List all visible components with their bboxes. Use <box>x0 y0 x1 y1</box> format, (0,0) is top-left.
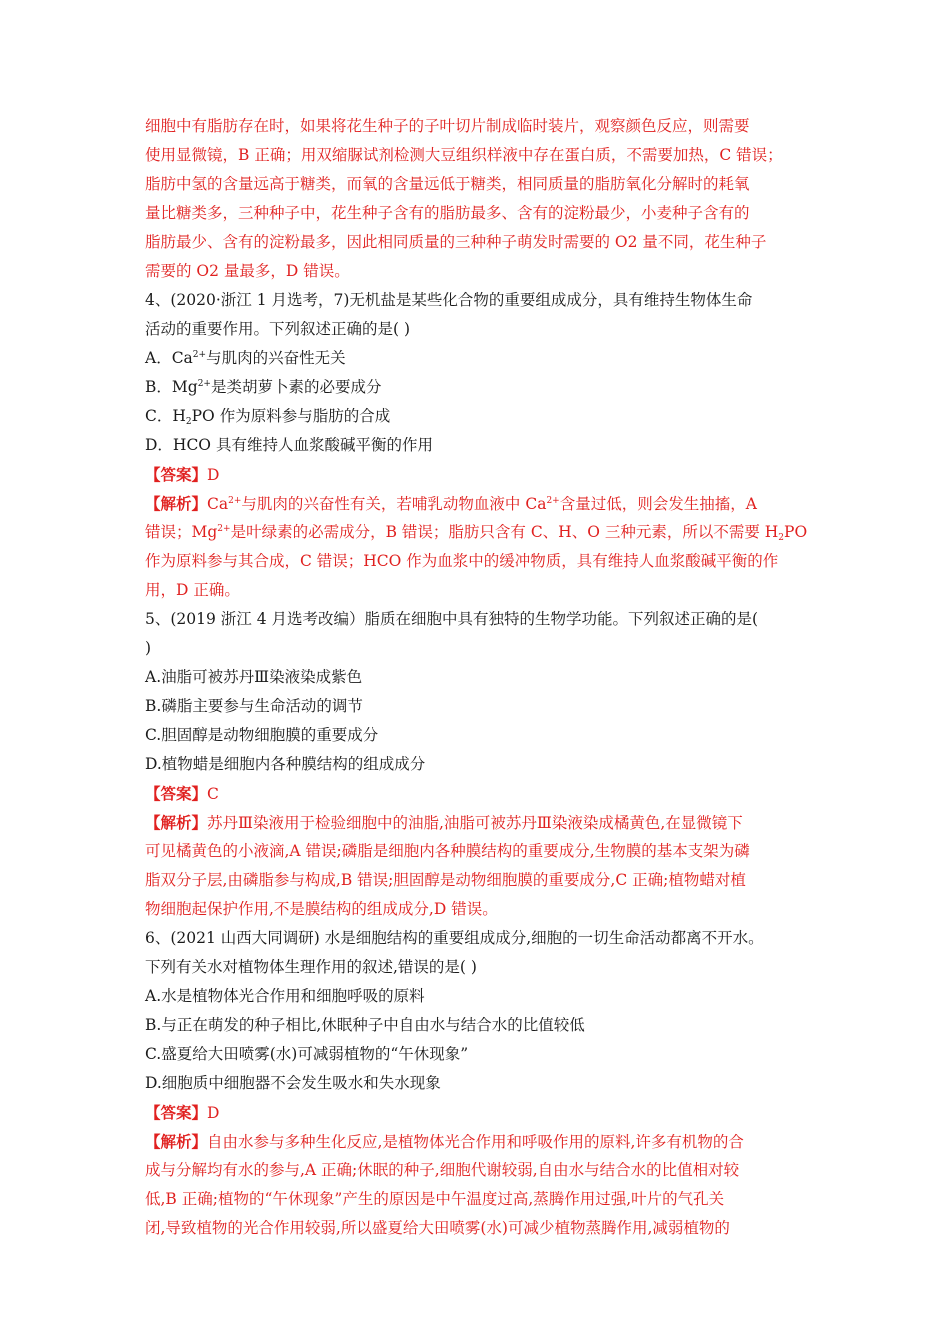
option-text: B．Mg <box>145 378 198 396</box>
analysis-text: PO <box>784 523 808 541</box>
analysis-label: 【解析】 <box>145 1132 208 1151</box>
answer-label: 【答案】 <box>145 1103 208 1122</box>
option-b <box>145 373 813 402</box>
option-a: A.水是植物体光合作用和细胞呼吸的原料 <box>145 987 425 1005</box>
subscript: 2 <box>778 533 785 543</box>
answer-value: C <box>207 785 219 803</box>
answer-label: 【答案】 <box>145 784 208 803</box>
option-a <box>145 344 813 373</box>
answer-value: D <box>207 1104 220 1122</box>
option-text: 是类胡萝卜素的必要成分 <box>210 378 382 396</box>
analysis-text-line: 需要的 O2 量最多，D 错误。 <box>145 262 350 280</box>
analysis-line <box>145 489 813 518</box>
option-c <box>145 402 813 431</box>
option-d: D.植物蜡是细胞内各种膜结构的组成成分 <box>145 755 426 773</box>
option-b: B.磷脂主要参与生命活动的调节 <box>145 697 363 715</box>
analysis-text-line: 脂肪中氢的含量远高于糖类，而氧的含量远低于糖类，相同质量的脂肪氧化分解时的耗氧 <box>145 175 750 193</box>
answer-line <box>145 460 813 489</box>
analysis-text: 是叶绿素的必需成分，B 错误；脂肪只含有 C、H、O 三种元素，所以不需要 H <box>230 523 779 541</box>
analysis-text: 自由水参与多种生化反应,是植物体光合作用和呼吸作用的原料,许多有机物的合 <box>207 1133 744 1151</box>
analysis-text-line: 使用显微镜，B 正确；用双缩脲试剂检测大豆组织样液中存在蛋白质，不需要加热，C 错误； <box>145 146 783 164</box>
question-stem: 4、(2020·浙江 1 月选考，7)无机盐是某些化合物的重要组成成分，具有维持生物体生命 <box>145 291 753 309</box>
option-d: D．HCO 具有维持人血浆酸碱平衡的作用 <box>145 436 433 454</box>
option-text: PO 作为原料参与脂肪的合成 <box>191 407 391 425</box>
analysis-line <box>145 808 813 837</box>
analysis-line: 脂双分子层,由磷脂参与构成,B 错误;胆固醇是动物细胞膜的重要成分,C 正确;植物蜡对植 <box>145 871 746 889</box>
analysis-text-line: 细胞中有脂肪存在时，如果将花生种子的子叶切片制成临时装片，观察颜色反应，则需要 <box>145 117 750 135</box>
analysis-line: 成与分解均有水的参与,A 正确;休眠的种子,细胞代谢较弱,自由水与结合水的比值相对较 <box>145 1161 740 1179</box>
document-content <box>145 112 813 1243</box>
analysis-label: 【解析】 <box>145 813 208 832</box>
analysis-line: 用，D 正确。 <box>145 581 240 599</box>
option-c: C.胆固醇是动物细胞膜的重要成分 <box>145 726 379 744</box>
question-stem: 活动的重要作用。下列叙述正确的是( ) <box>145 320 411 338</box>
superscript: 2+ <box>197 379 211 389</box>
option-text: A．Ca <box>145 349 193 367</box>
answer-line <box>145 1098 813 1127</box>
analysis-text-line: 量比糖类多，三种种子中，花生种子含有的脂肪最多、含有的淀粉最少，小麦种子含有的 <box>145 204 750 222</box>
analysis-label: 【解析】 <box>145 494 208 513</box>
analysis-text: 苏丹Ⅲ染液用于检验细胞中的油脂,油脂可被苏丹Ⅲ染液染成橘黄色,在显微镜下 <box>207 814 743 832</box>
answer-value: D <box>207 466 220 484</box>
analysis-line: 低,B 正确;植物的“午休现象”产生的原因是中午温度过高,蒸腾作用过强,叶片的气孔关 <box>145 1190 725 1208</box>
analysis-text-line: 脂肪最少、含有的淀粉最多，因此相同质量的三种种子萌发时需要的 O2 量不同，花生种子 <box>145 233 767 251</box>
analysis-text: 错误；Mg <box>145 523 218 541</box>
analysis-line: 物细胞起保护作用,不是膜结构的组成成分,D 错误。 <box>145 900 498 918</box>
question-stem: 6、(2021 山西大同调研) 水是细胞结构的重要组成成分,细胞的一切生命活动都离不开水。 <box>145 929 764 947</box>
option-text: C．H <box>145 407 186 425</box>
analysis-line <box>145 1127 813 1156</box>
superscript: 2+ <box>192 350 207 360</box>
analysis-text: 与肌肉的兴奋性有关，若哺乳动物血液中 Ca <box>241 495 547 513</box>
analysis-line <box>145 518 813 547</box>
analysis-text: Ca <box>207 495 229 513</box>
analysis-line: 可见橘黄色的小液滴,A 错误;磷脂是细胞内各种膜结构的重要成分,生物膜的基本支架为磷 <box>145 842 750 860</box>
answer-line <box>145 779 813 808</box>
superscript: 2+ <box>546 496 560 506</box>
answer-label: 【答案】 <box>145 465 208 484</box>
superscript: 2+ <box>228 496 242 506</box>
option-text: 与肌肉的兴奋性无关 <box>206 349 346 367</box>
analysis-text: 含量过低，则会发生抽搐，A <box>559 495 757 513</box>
option-a: A.油脂可被苏丹Ⅲ染液染成紫色 <box>145 668 363 686</box>
subscript: 2 <box>185 417 192 427</box>
option-d: D.细胞质中细胞器不会发生吸水和失水现象 <box>145 1074 441 1092</box>
analysis-line: 作为原料参与其合成，C 错误；HCO 作为血浆中的缓冲物质，具有维持人血浆酸碱平衡的作 <box>145 552 779 570</box>
option-b: B.与正在萌发的种子相比,休眠种子中自由水与结合水的比值较低 <box>145 1016 585 1034</box>
option-c: C.盛夏给大田喷雾(水)可减弱植物的“午休现象” <box>145 1045 469 1063</box>
question-stem: ) <box>145 639 152 657</box>
superscript: 2+ <box>217 524 231 534</box>
question-stem: 5、(2019 浙江 4 月选考改编）脂质在细胞中具有独特的生物学功能。下列叙述正确的是( <box>145 610 759 628</box>
question-stem: 下列有关水对植物体生理作用的叙述,错误的是( ) <box>145 958 477 976</box>
analysis-line: 闭,导致植物的光合作用较弱,所以盛夏给大田喷雾(水)可减少植物蒸腾作用,减弱植物的 <box>145 1219 730 1237</box>
